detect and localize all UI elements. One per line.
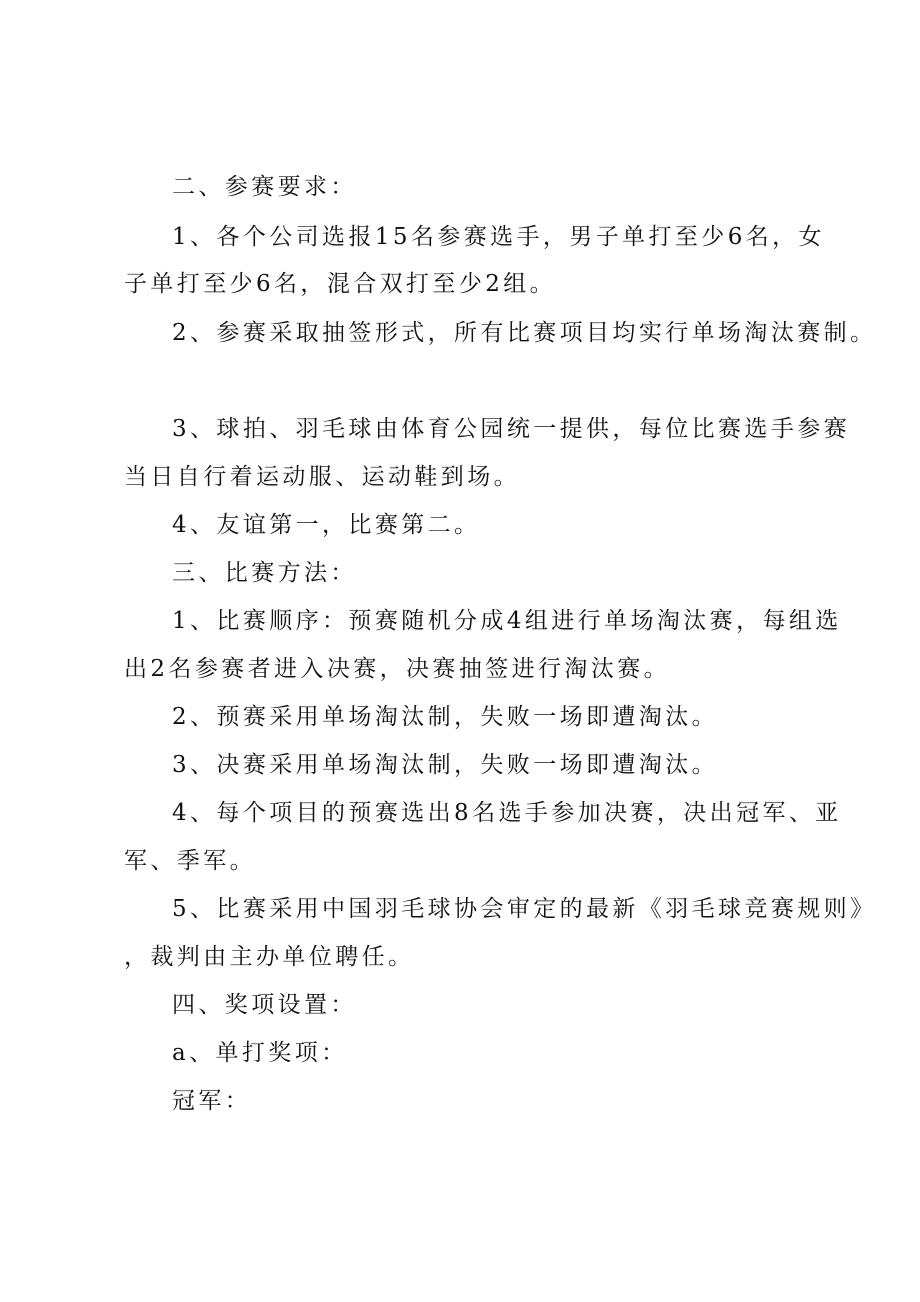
paragraph-line: 3、球拍、羽毛球由体育公园统一提供，每位比赛选手参赛 (172, 416, 851, 442)
paragraph-line: 3、决赛采用单场淘汰制，失败一场即遭淘汰。 (172, 752, 719, 778)
paragraph-line: ，裁判由主办单位聘任。 (124, 944, 415, 970)
paragraph-line: 4、每个项目的预赛选出8名选手参加决赛，决出冠军、亚 (172, 800, 842, 826)
paragraph-line: 2、预赛采用单场淘汰制，失败一场即遭淘汰。 (172, 704, 719, 730)
paragraph-line: 2、参赛采取抽签形式，所有比赛项目均实行单场淘汰赛制。 (172, 320, 877, 346)
paragraph-line: 5、比赛采用中国羽毛球协会审定的最新《羽毛球竞赛规则》 (172, 896, 877, 922)
paragraph-line: 军、季军。 (124, 848, 256, 874)
paragraph-line: 当日自行着运动服、运动鞋到场。 (124, 464, 520, 490)
paragraph-line: 子单打至少6名，混合双打至少2组。 (124, 271, 557, 297)
award-champion-label: 冠军： (172, 1088, 252, 1114)
paragraph-line: 1、各个公司选报15名参赛选手，男子单打至少6名，女 (172, 224, 825, 250)
section-heading-methods: 三、比赛方法： (172, 560, 357, 586)
section-heading-requirements: 二、参赛要求： (172, 174, 357, 200)
paragraph-line: 1、比赛顺序：预赛随机分成4组进行单场淘汰赛，每组选 (172, 608, 842, 634)
subheading-singles-awards: a、单打奖项： (172, 1040, 348, 1066)
section-heading-awards: 四、奖项设置： (172, 992, 357, 1018)
paragraph-line: 出2名参赛者进入决赛，决赛抽签进行淘汰赛。 (124, 656, 671, 682)
paragraph-line: 4、友谊第一，比赛第二。 (172, 512, 481, 538)
